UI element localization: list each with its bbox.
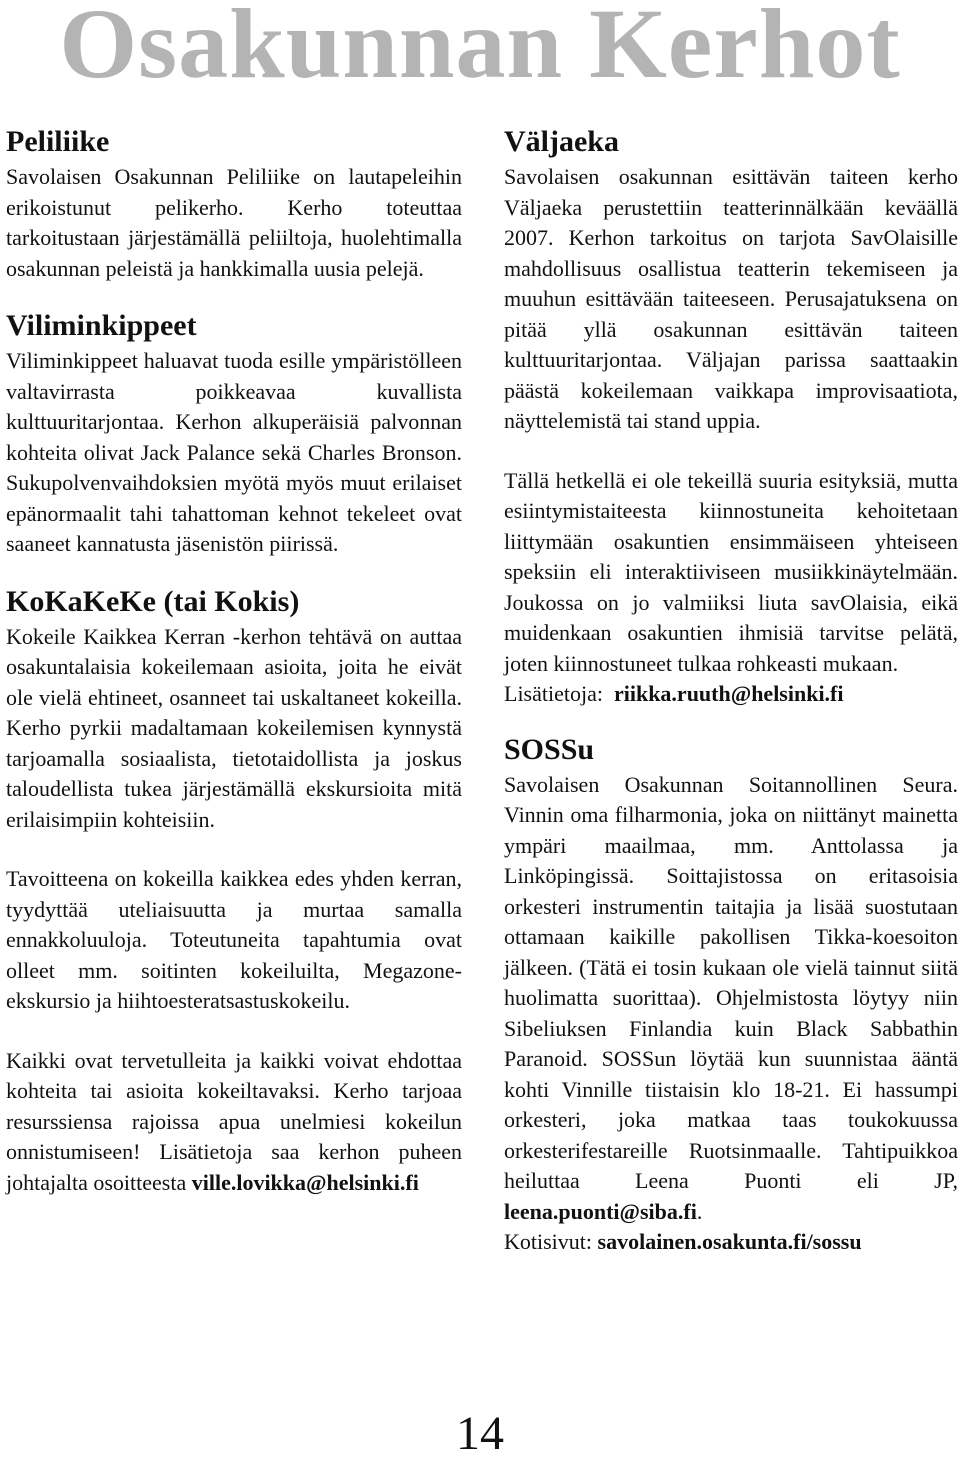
contact-email-link[interactable]: riikka.ruuth@helsinki.fi: [613, 681, 844, 706]
section-paragraph-2: Tällä hetkellä ei ole tekeillä suuria esityksiä, mutta esiintymistaiteesta kiinnostuneita kehoitetaan liittymään osakuntien ensimmäiseen yhteiseen speksiin eli interaktiiviseen musiikkinäytelmään. Joukossa on jo valmiiksi liuta savOlaisia, eikä muidenkaan osakuntien ihmisiä tarvitse pelätä, joten kiinnostuneet tulkaa rohkeasti mukaan.: [504, 467, 958, 676]
section-body: Viliminkippeet haluavat tuoda esille ympäristölleen valtavirrasta poikkeavaa kuvallista kulttuuritarjontaa. Kerhon alkuperäisiä palvonnan kohteita olivat Jack Palance sekä Charles Bronson. Sukupolvenvaihdoksien myötä myös muut erilaiset epänormaalit tahi tahattoman kehnot tekeleet ovat saaneet kannatusta jäsenistön piirissä.: [6, 348, 462, 556]
contact-label: Lisätietoja:: [504, 681, 603, 706]
section-viliminkippeet: [6, 308, 462, 560]
section-body: Savolaisen Osakunnan Peliliike on lautapeleihin erikoistunut pelikerho. Kerho toteuttaa tarkoitustaan järjestämällä peliiltoja, huolehtimalla osakunnan peleistä ja hankkimalla uusia pelejä.: [6, 164, 462, 281]
section-kokakeke: [6, 584, 462, 1199]
section-paragraph-1: Kokeile Kaikkea Kerran -kerhon tehtävä on auttaa osakuntalaisia kokeilemaan asioita, joita he eivät ole vielä ehtineet, osanneet tai uskaltaneet kokeilla. Kerho pyrkii madaltamaan kokeilemisen kynnystä tarjoamalla sosiaalista, tietotaidollista ja joskus taloudellista tukea järjestämällä ekskursioita mitä erilaisimpiin kohteisiin.: [6, 623, 462, 832]
section-body: [504, 770, 958, 1228]
section-heading: Väljaeka: [504, 125, 619, 158]
right-column: [504, 124, 958, 1258]
section-sossu: [504, 732, 958, 1258]
page-title: Osakunnan Kerhot: [59, 0, 901, 99]
section-heading: SOSSu: [504, 732, 595, 766]
section-paragraph-2: Tavoitteena on kokeilla kaikkea edes yhden kerran, tyydyttää uteliaisuutta ja murtaa samalla ennakkoluuloja. Toteutuneita tapahtumia ovat olleet mm. soitinten kokeiluilta, Megazone-ekskursio ja hiihtoesteratsastuskokeilu.: [6, 866, 462, 1013]
homepage-link[interactable]: savolainen.osakunta.fi/sossu: [597, 1229, 862, 1254]
section-paragraph-1: Savolaisen osakunnan esittävän taiteen kerho Väljaeka perustettiin teatterinnälkään keväällä 2007. Kerhon tarkoitus on tarjota SavOlaisille mahdollisuus osallistua teatterin tekemiseen ja muuhun esittävään taiteeseen. Perusajatuksena on pitää yllä osakunnan esittävän taiteen kulttuuritarjontaa. Väljajan parissa saattaakin päästä kokeilemaan vaikkapa improvisaatiota, näyttelemistä tai stand uppia.: [504, 164, 958, 433]
contact-email-link[interactable]: leena.puonti@siba.fi: [504, 1198, 697, 1224]
paragraph-text: Kaikki ovat tervetulleita ja kaikki voivat ehdottaa kohteita tai asioita kokeiltavaksi. Kerho tarjoaa resurssiensa rajoissa apua unelmiesi kokeilun onnistumiseen! Lisätietoja saa kerhon puheen johtajalta osoitteesta: [6, 1047, 462, 1195]
section-peliliike: [6, 124, 462, 284]
section-heading: KoKaKeKe (tai Kokis): [6, 584, 300, 618]
homepage-line: [504, 1227, 958, 1258]
contact-email-link[interactable]: ville.lovikka@helsinki.fi: [191, 1169, 419, 1195]
homepage-label: Kotisivut:: [504, 1229, 593, 1254]
left-column: [6, 124, 462, 1198]
section-valjaeka: [504, 124, 958, 710]
contact-line: [504, 679, 958, 710]
page-number: 14: [456, 1407, 504, 1460]
section-paragraph-3: [6, 1046, 462, 1199]
paragraph-text: Savolaisen Osakunnan Soitannollinen Seura. Vinnin oma filharmonia, joka on niittänyt mainetta ympäri maailmaa, mm. Anttolassa ja Linköpingissä. Soittajistossa on eritasoisia orkesteri instrumentin taitajia ja lisää suostutaan ottamaan kaikille pakollisen Tikka-koesoiton jälkeen. (Tätä ei tosin kukaan ole vielä tainnut siitä huolimatta suorittaa). Ohjelmistosta löytyy niin Sibeliuksen Finlandia kuin Black Sabbathin Paranoid. SOSSun löytää kun suunnistaa ääntä kohti Vinnille tiistaisin klo 18-21. Ei hassumpi orkesteri, joka matkaa taas toukokuussa orkesterifestareille Ruotsinmaalle. Tahtipuikkoa heiluttaa Leena Puonti eli JP,: [504, 771, 958, 1193]
period: .: [696, 1198, 703, 1224]
section-heading: Viliminkippeet: [6, 309, 197, 342]
section-heading: Peliliike: [6, 125, 110, 158]
